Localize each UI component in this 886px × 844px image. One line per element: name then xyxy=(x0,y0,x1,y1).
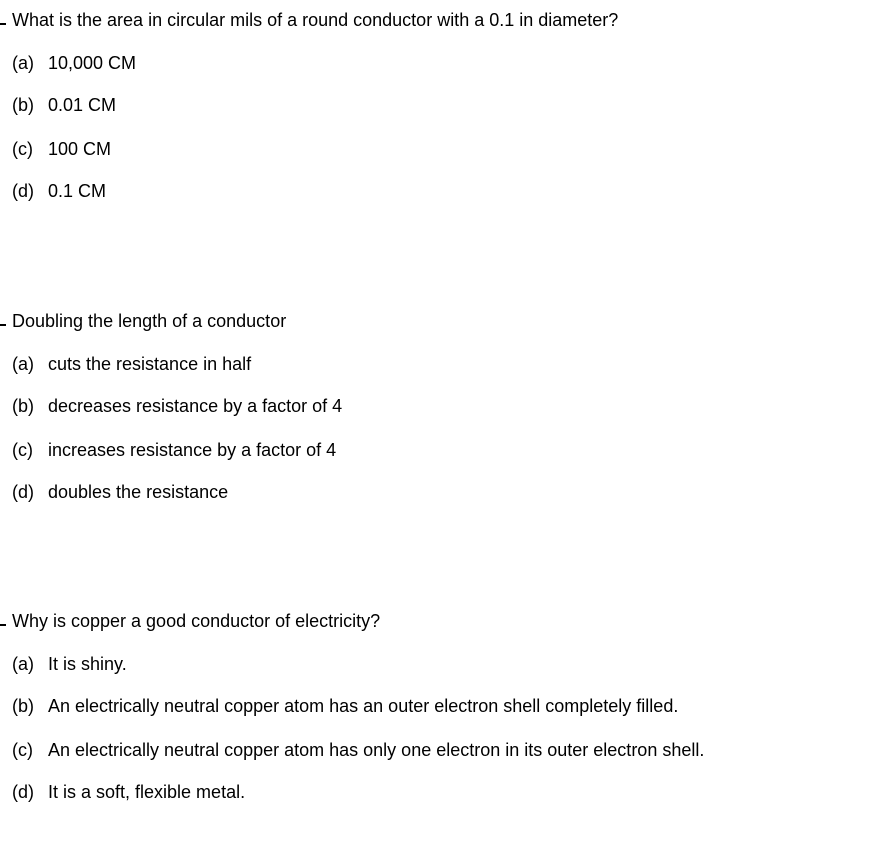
option-b xyxy=(12,395,342,417)
question-marker xyxy=(0,624,6,626)
option-letter: (d) xyxy=(12,482,34,502)
option-letter: (d) xyxy=(12,782,34,802)
option-text: It is a soft, flexible metal. xyxy=(48,782,246,802)
question-text: Why is copper a good conductor of electricity? xyxy=(12,611,381,631)
option-a xyxy=(12,353,251,375)
option-d xyxy=(12,481,228,503)
option-letter: (c) xyxy=(12,440,33,460)
option-letter: (c) xyxy=(12,740,33,760)
option-text: cuts the resistance in half xyxy=(48,354,252,374)
question-marker xyxy=(0,23,6,25)
option-letter: (c) xyxy=(12,139,33,159)
option-letter: (d) xyxy=(12,181,34,201)
option-c xyxy=(12,739,704,761)
option-b xyxy=(12,695,678,717)
option-text: An electrically neutral copper atom has only one electron in its outer electron shell. xyxy=(48,740,705,760)
option-text: An electrically neutral copper atom has an outer electron shell completely filled. xyxy=(48,696,679,716)
option-text: 0.1 CM xyxy=(48,181,107,201)
option-b xyxy=(12,94,116,116)
option-c xyxy=(12,138,111,160)
option-d xyxy=(12,781,245,803)
option-text: 0.01 CM xyxy=(48,95,117,115)
option-letter: (a) xyxy=(12,654,34,674)
option-a xyxy=(12,52,136,74)
option-letter: (a) xyxy=(12,53,34,73)
option-a xyxy=(12,653,127,675)
option-letter: (b) xyxy=(12,396,34,416)
question-text: What is the area in circular mils of a round conductor with a 0.1 in diameter? xyxy=(12,10,619,30)
question-text: Doubling the length of a conductor xyxy=(12,311,287,331)
option-letter: (a) xyxy=(12,354,34,374)
option-text: decreases resistance by a factor of 4 xyxy=(48,396,343,416)
question-marker xyxy=(0,324,6,326)
option-text: 100 CM xyxy=(48,139,112,159)
option-c xyxy=(12,439,336,461)
option-d xyxy=(12,180,106,202)
option-text: 10,000 CM xyxy=(48,53,137,73)
option-letter: (b) xyxy=(12,95,34,115)
option-letter: (b) xyxy=(12,696,34,716)
option-text: It is shiny. xyxy=(48,654,127,674)
option-text: increases resistance by a factor of 4 xyxy=(48,440,337,460)
option-text: doubles the resistance xyxy=(48,482,229,502)
